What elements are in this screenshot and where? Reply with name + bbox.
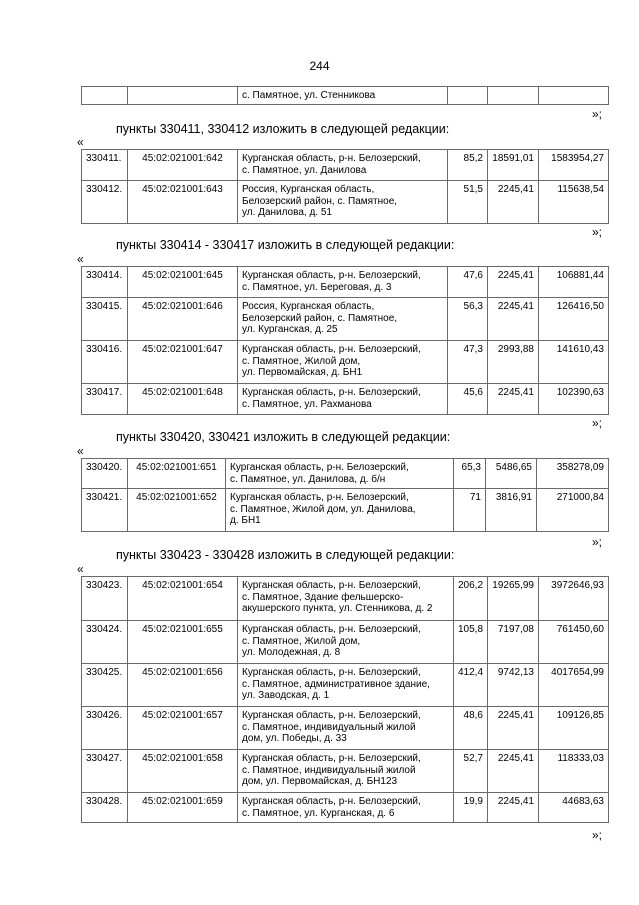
cell-area: 71 [454,489,486,532]
table-row [82,181,609,224]
cell-num: 330414. [82,267,128,298]
cell-cadastral: 45:02:021001:647 [128,341,238,384]
cell-address: Курганская область, р-н. Белозерский, с. Памятное, Здание фельшерско- акушерского пункта, ул. Стенникова, д. 2 [238,577,454,621]
cell-num: 330426. [82,707,128,750]
table-row [82,489,609,532]
table-row [82,298,609,341]
cell-area: 47,6 [448,267,488,298]
cell-num [82,87,128,105]
cell-rate: 9742,13 [488,664,539,707]
cell-cadastral: 45:02:021001:655 [128,621,238,664]
cell-rate: 3816,91 [486,489,537,532]
cell-address: Курганская область, р-н. Белозерский, с. Памятное, индивидуальный жилой дом, ул. Первомайская, д. БН123 [238,750,454,793]
cell-rate: 18591,01 [488,150,539,181]
cell-value: 109126,85 [539,707,609,750]
table-row [82,384,609,415]
cell-cadastral: 45:02:021001:658 [128,750,238,793]
cell-address: Курганская область, р-н. Белозерский, с. Памятное, Жилой дом, ул. Данилова, д. БН1 [226,489,454,532]
table-row [82,577,609,621]
cell-cadastral: 45:02:021001:657 [128,707,238,750]
cell-address: с. Памятное, ул. Стенникова [238,87,448,105]
cell-value: 44683,63 [539,793,609,823]
table-row [82,150,609,181]
cell-cadastral [128,87,238,105]
cell-num: 330415. [82,298,128,341]
section-table [81,458,609,532]
cell-value: 115638,54 [539,181,609,224]
cell-num: 330427. [82,750,128,793]
table-row [82,87,609,105]
cell-rate [488,87,539,105]
cell-rate: 7197,08 [488,621,539,664]
cell-address: Курганская область, р-н. Белозерский, с. Памятное, административное здание, ул. Заводская, д. 1 [238,664,454,707]
cell-num: 330412. [82,181,128,224]
cell-address: Россия, Курганская область, Белозерский район, с. Памятное, ул. Данилова, д. 51 [238,181,448,224]
cell-cadastral: 45:02:021001:642 [128,150,238,181]
page-number: 244 [309,59,330,73]
cell-value: 1583954,27 [539,150,609,181]
cell-value: 102390,63 [539,384,609,415]
cell-cadastral: 45:02:021001:654 [128,577,238,621]
cell-value: 4017654,99 [539,664,609,707]
cell-num: 330425. [82,664,128,707]
cell-value: 761450,60 [539,621,609,664]
cell-value: 271000,84 [537,489,609,532]
section-heading: пункты 330414 - 330417 изложить в следующей редакции: [116,238,455,252]
cell-area [448,87,488,105]
cell-area: 48,6 [454,707,488,750]
cell-area: 45,6 [448,384,488,415]
cell-area: 105,8 [454,621,488,664]
table-row [82,793,609,823]
section-table [81,266,609,415]
cell-area: 206,2 [454,577,488,621]
cell-address: Курганская область, р-н. Белозерский, с. Памятное, ул. Данилова [238,150,448,181]
cell-address: Курганская область, р-н. Белозерский, с. Памятное, Жилой дом, ул. Молодежная, д. 8 [238,621,454,664]
close-quote: »; [592,416,603,430]
cell-value: 3972646,93 [539,577,609,621]
cell-area: 19,9 [454,793,488,823]
cell-num: 330428. [82,793,128,823]
cell-value: 106881,44 [539,267,609,298]
open-quote: « [77,252,84,266]
cell-num: 330420. [82,459,128,489]
cell-cadastral: 45:02:021001:659 [128,793,238,823]
cell-area: 65,3 [454,459,486,489]
cell-rate: 2993,88 [488,341,539,384]
cell-address: Курганская область, р-н. Белозерский, с. Памятное, ул. Рахманова [238,384,448,415]
close-quote: »; [592,225,603,239]
section-table [81,149,609,224]
section-heading: пункты 330420, 330421 изложить в следующей редакции: [116,430,451,444]
section-heading: пункты 330411, 330412 изложить в следующей редакции: [116,122,450,136]
cell-num: 330421. [82,489,128,532]
cell-num: 330416. [82,341,128,384]
cell-rate: 2245,41 [488,707,539,750]
cell-cadastral: 45:02:021001:656 [128,664,238,707]
table-row [82,664,609,707]
table-row [82,707,609,750]
cell-rate: 19265,99 [488,577,539,621]
cell-rate: 2245,41 [488,793,539,823]
cell-address: Курганская область, р-н. Белозерский, с. Памятное, индивидуальный жилой дом, ул. Победы, д. 33 [238,707,454,750]
top-table [81,86,609,105]
cell-value [539,87,609,105]
table-row [82,459,609,489]
cell-num: 330424. [82,621,128,664]
cell-rate: 2245,41 [488,181,539,224]
cell-area: 412,4 [454,664,488,707]
cell-num: 330417. [82,384,128,415]
cell-area: 85,2 [448,150,488,181]
cell-value: 118333,03 [539,750,609,793]
cell-area: 52,7 [454,750,488,793]
cell-rate: 5486,65 [486,459,537,489]
cell-address: Курганская область, р-н. Белозерский, с. Памятное, Жилой дом, ул. Первомайская, д. БН1 [238,341,448,384]
cell-address: Курганская область, р-н. Белозерский, с. Памятное, ул. Данилова, д. б/н [226,459,454,489]
cell-num: 330423. [82,577,128,621]
cell-address: Курганская область, р-н. Белозерский, с. Памятное, ул. Береговая, д. 3 [238,267,448,298]
cell-value: 358278,09 [537,459,609,489]
cell-cadastral: 45:02:021001:648 [128,384,238,415]
cell-value: 126416,50 [539,298,609,341]
cell-address: Россия, Курганская область, Белозерский район, с. Памятное, ул. Курганская, д. 25 [238,298,448,341]
open-quote: « [77,562,84,576]
cell-cadastral: 45:02:021001:652 [128,489,226,532]
cell-rate: 2245,41 [488,298,539,341]
open-quote: « [77,135,84,149]
cell-num: 330411. [82,150,128,181]
cell-cadastral: 45:02:021001:643 [128,181,238,224]
table-row [82,621,609,664]
cell-area: 51,5 [448,181,488,224]
cell-rate: 2245,41 [488,750,539,793]
table-row [82,750,609,793]
cell-cadastral: 45:02:021001:646 [128,298,238,341]
close-quote: »; [592,535,603,549]
section-heading: пункты 330423 - 330428 изложить в следующей редакции: [116,548,455,562]
close-quote: »; [592,828,603,842]
table-row [82,267,609,298]
section-table [81,576,609,823]
cell-value: 141610,43 [539,341,609,384]
cell-address: Курганская область, р-н. Белозерский, с. Памятное, ул. Курганская, д. 6 [238,793,454,823]
close-quote: »; [592,107,603,121]
cell-area: 56,3 [448,298,488,341]
cell-area: 47,3 [448,341,488,384]
open-quote: « [77,444,84,458]
cell-rate: 2245,41 [488,267,539,298]
table-row [82,341,609,384]
cell-cadastral: 45:02:021001:651 [128,459,226,489]
cell-cadastral: 45:02:021001:645 [128,267,238,298]
cell-rate: 2245,41 [488,384,539,415]
